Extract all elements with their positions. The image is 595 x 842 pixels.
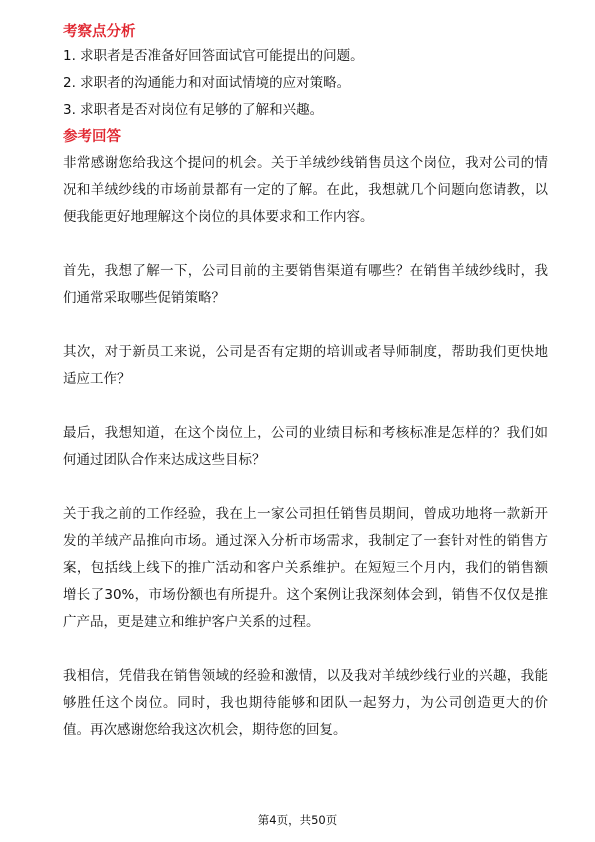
answer-paragraph-2: 首先，我想了解一下，公司目前的主要销售渠道有哪些？在销售羊绒纱线时，我们通常采取哪些促销策略？ (63, 263, 548, 306)
answer-paragraph-6: 我相信，凭借我在销售领域的经验和激情，以及我对羊绒纱线行业的兴趣，我能够胜任这个岗位。同时，我也期待能够和团队一起努力，为公司创造更大的价值。再次感谢您给我这次机会，期待您的回复。 (63, 668, 548, 738)
analysis-item-2: 2. 求职者的沟通能力和对面试情境的应对策略。 (63, 75, 351, 91)
answer-body (63, 150, 548, 744)
answer-paragraph-5: 关于我之前的工作经验，我在上一家公司担任销售员期间，曾成功地将一款新开发的羊绒产品推向市场。通过深入分析市场需求，我制定了一套针对性的销售方案，包括线上线下的推广活动和客户关系维护。在短短三个月内，我们的销售额增长了30%，市场份额也有所提升。这个案例让我深刻体会到，销售不仅仅是推广产品，更是建立和维护客户关系的过程。 (63, 506, 548, 630)
page-number: 第4页，共50页 (257, 813, 338, 827)
answer-paragraph-1: 非常感谢您给我这个提问的机会。关于羊绒纱线销售员这个岗位，我对公司的情况和羊绒纱线的市场前景都有一定的了解。在此，我想就几个问题向您请教，以便我能更好地理解这个岗位的具体要求和工作内容。 (63, 155, 548, 225)
analysis-item-1: 1. 求职者是否准备好回答面试官可能提出的问题。 (63, 48, 364, 64)
answer-paragraph-3: 其次，对于新员工来说，公司是否有定期的培训或者导师制度，帮助我们更快地适应工作？ (63, 344, 548, 387)
analysis-list (63, 46, 548, 120)
analysis-heading: 考察点分析 (63, 24, 136, 40)
answer-heading: 参考回答 (63, 129, 121, 145)
page-content (63, 22, 548, 744)
answer-paragraph-4: 最后，我想知道，在这个岗位上，公司的业绩目标和考核标准是怎样的？我们如何通过团队合作来达成这些目标？ (63, 425, 548, 468)
analysis-item-3: 3. 求职者是否对岗位有足够的了解和兴趣。 (63, 102, 324, 118)
